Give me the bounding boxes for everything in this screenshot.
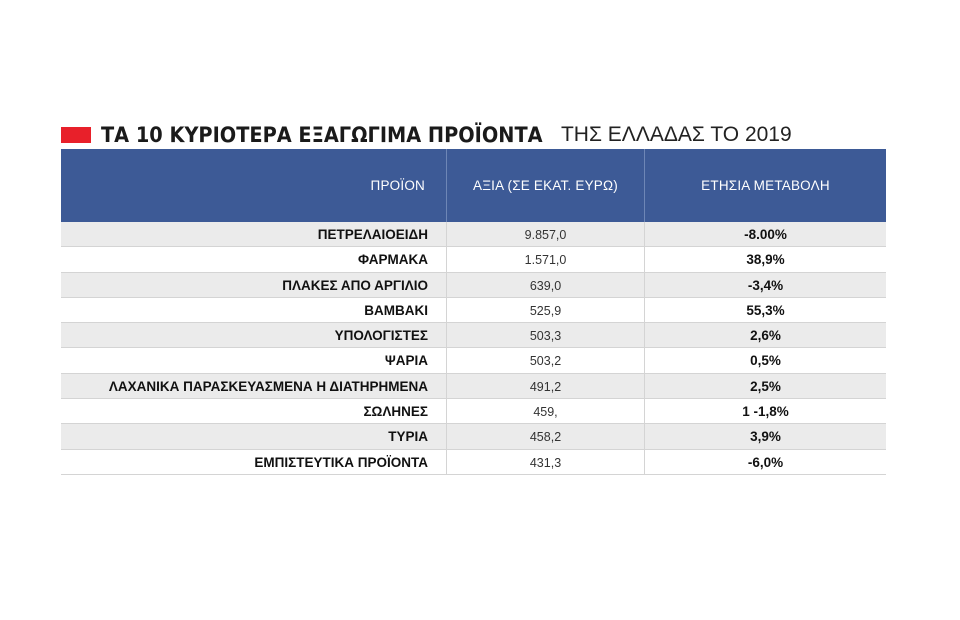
cell-change: 2,5% [750, 378, 781, 394]
table-row [61, 273, 886, 298]
cell-change: 1 -1,8% [742, 404, 789, 420]
cell-product: ΛΑΧΑΝΙΚΑ ΠΑΡΑΣΚΕΥΑΣΜΕΝΑ Η ΔΙΑΤΗΡΗΜΕΝΑ [61, 374, 447, 398]
cell-value: 503,2 [447, 348, 645, 372]
table-body [61, 222, 886, 475]
cell-change: -8.00% [744, 227, 787, 242]
table-row [61, 374, 886, 399]
cell-value: 491,2 [447, 374, 645, 398]
cell-product: ΒΑΜΒΑΚΙ [61, 298, 447, 322]
cell-value: 431,3 [447, 450, 645, 474]
table-title [61, 120, 792, 150]
cell-product: ΥΠΟΛΟΓΙΣΤΕΣ [61, 323, 447, 347]
table-row [61, 247, 886, 272]
table-header [61, 149, 886, 222]
cell-value: 639,0 [447, 273, 645, 297]
table-row [61, 298, 886, 323]
cell-change: -6,0% [747, 454, 784, 470]
table-row [61, 424, 886, 449]
table-row [61, 222, 886, 247]
cell-value: 1.571,0 [447, 247, 645, 271]
cell-product: ΠΕΤΡΕΛΑΙΟΕΙΔΗ [61, 222, 447, 246]
cell-product: ΕΜΠΙΣΤΕΥΤΙΚΑ ΠΡΟΪΟΝΤΑ [61, 450, 447, 474]
cell-value: 458,2 [447, 424, 645, 448]
cell-product: ΦΑΡΜΑΚΑ [61, 247, 447, 271]
cell-change: 0,5% [750, 353, 781, 369]
header-product: ΠΡΟΪΟΝ [61, 149, 447, 222]
cell-change: 55,3% [746, 302, 785, 318]
cell-value: 9.857,0 [447, 222, 645, 246]
cell-value: 503,3 [447, 323, 645, 347]
title-light-text: ΤΗΣ ΕΛΛΑΔΑΣ ΤΟ 2019 [560, 123, 792, 146]
cell-product: ΨΑΡΙΑ [61, 348, 447, 372]
exports-table [61, 149, 886, 475]
cell-value: 525,9 [447, 298, 645, 322]
cell-product: ΠΛΑΚΕΣ ΑΠΟ ΑΡΓΙΛΙΟ [61, 273, 447, 297]
cell-change: 2,6% [750, 328, 781, 344]
title-bold-text: ΤΑ 10 ΚΥΡΙΟΤΕΡΑ ΕΞΑΓΩΓΙΜΑ ΠΡΟΪΟΝΤΑ [101, 123, 543, 147]
table-row [61, 399, 886, 424]
title-marker-icon [61, 127, 91, 143]
table-row [61, 323, 886, 348]
cell-value: 459, [447, 399, 645, 423]
cell-change: 3,9% [750, 429, 781, 445]
cell-product: ΤΥΡΙΑ [61, 424, 447, 448]
cell-change: 38,9% [746, 252, 785, 268]
header-change: ΕΤΗΣΙΑ ΜΕΤΑΒΟΛΗ [701, 178, 830, 193]
cell-product: ΣΩΛΗΝΕΣ [61, 399, 447, 423]
table-row [61, 348, 886, 373]
header-value: ΑΞΙΑ (ΣΕ ΕΚΑΤ. ΕΥΡΩ) [447, 149, 645, 222]
table-row [61, 450, 886, 475]
cell-change: -3,4% [747, 277, 784, 293]
